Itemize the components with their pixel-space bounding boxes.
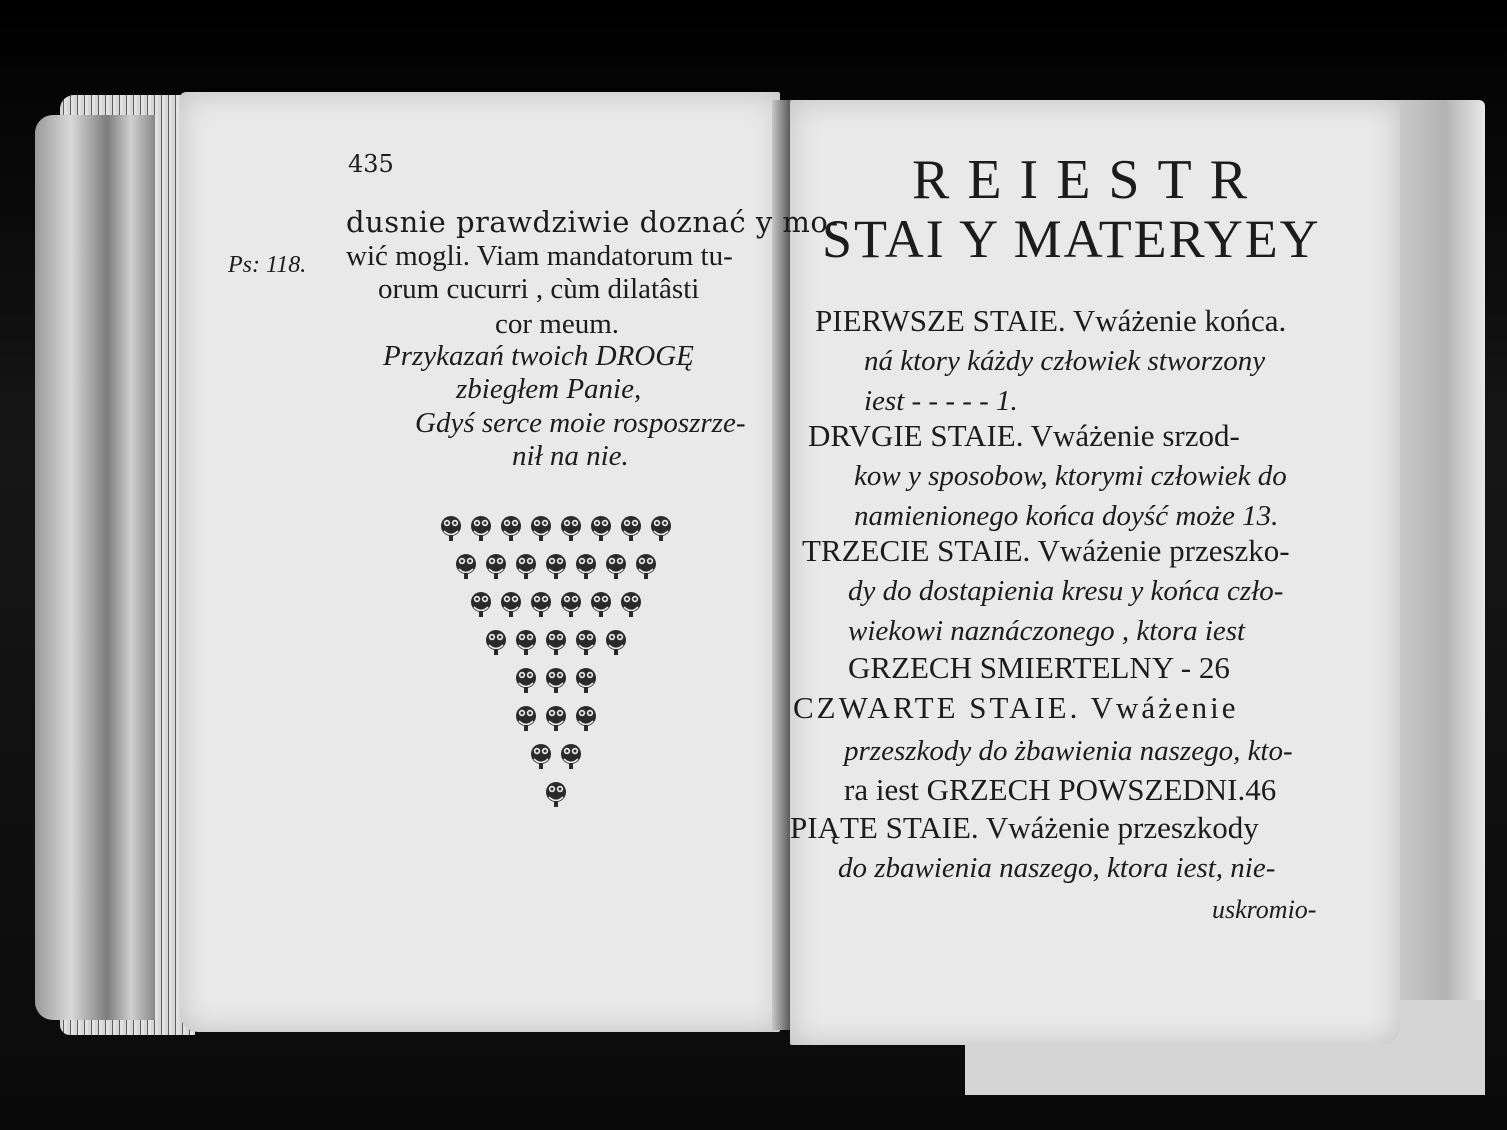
book-spine [35, 115, 155, 1020]
fleuron-ornament [501, 592, 521, 617]
fleuron-ornament [576, 706, 596, 731]
fleuron-ornament [486, 554, 506, 579]
register-entry-line: CZWARTE STAIE. Vwáżenie [793, 690, 1239, 725]
fleuron-ornament [621, 592, 641, 617]
register-entry-line: PIĄTE STAIE. Vwáżenie przeszkody [790, 810, 1259, 845]
fleuron-ornament [471, 516, 491, 541]
text-line: dusnie prawdziwie doznać y mo- [346, 205, 839, 239]
text-line: Gdyś serce moie rosposzrze- [415, 407, 746, 439]
register-entry-line: TRZECIE STAIE. Vwáżenie przeszko- [802, 533, 1290, 568]
register-entry-line: ná ktory káżdy człowiek stworzony [864, 345, 1266, 377]
register-entry-line: GRZECH SMIERTELNY - 26 [848, 650, 1230, 685]
register-entry-line: przeszkody do żbawienia naszego, kto- [844, 735, 1293, 767]
fleuron-ornament [606, 554, 626, 579]
fleuron-ornament [546, 706, 566, 731]
fleuron-ornament [576, 668, 596, 693]
fleuron-ornament [516, 706, 536, 731]
fleuron-ornament [516, 554, 536, 579]
register-entry-line: do zbawienia naszego, ktora iest, nie- [838, 852, 1276, 884]
text-line: orum cucurri , cùm dilatâsti [378, 273, 700, 305]
fleuron-ornament [441, 516, 461, 541]
text-line: Przykazań twoich DROGĘ [383, 340, 694, 372]
fleuron-ornament [591, 516, 611, 541]
fleuron-ornament [516, 630, 536, 655]
register-entry-line: wiekowi naznáczonego , ktora iest [848, 615, 1246, 647]
text-line: wić mogli. Viam mandatorum tu- [346, 240, 733, 272]
fleuron-ornament [471, 592, 491, 617]
book-cover-right [1385, 100, 1485, 1095]
text-line: nił na nie. [512, 440, 629, 472]
text-line: cor meum. [495, 308, 620, 340]
fleuron-ornament [531, 516, 551, 541]
register-title: REIESTR [912, 149, 1266, 211]
fleuron-ornament [501, 516, 521, 541]
fleuron-ornament [546, 630, 566, 655]
fleuron-ornament [576, 630, 596, 655]
fleuron-ornament [546, 782, 566, 807]
fleuron-ornament [576, 554, 596, 579]
triangle-ornament [436, 510, 676, 830]
fleuron-ornament [486, 630, 506, 655]
fleuron-ornament [531, 744, 551, 769]
fleuron-ornament [636, 554, 656, 579]
register-entry-line: DRVGIE STAIE. Vwáżenie srzod- [808, 418, 1240, 453]
fleuron-ornament [561, 744, 581, 769]
register-entry-line: namienionego końca doyść może 13. [854, 500, 1279, 532]
fleuron-ornament [621, 516, 641, 541]
page-number: 435 [348, 150, 394, 178]
register-entry-line: ra iest GRZECH POWSZEDNI.46 [844, 772, 1277, 807]
fleuron-ornament [516, 668, 536, 693]
fleuron-ornament [546, 668, 566, 693]
fleuron-ornament [561, 516, 581, 541]
fleuron-ornament [606, 630, 626, 655]
register-subtitle: STAI Y MATERYEY [822, 209, 1321, 269]
register-entry-line: PIERWSZE STAIE. Vwáżenie końca. [815, 303, 1287, 338]
fleuron-ornament [531, 592, 551, 617]
catchword: uskromio- [1212, 895, 1317, 924]
fleuron-ornament [546, 554, 566, 579]
text-line: zbiegłem Panie, [456, 373, 642, 405]
fleuron-ornament [561, 592, 581, 617]
register-entry-line: kow y sposobow, ktorymi człowiek do [854, 460, 1287, 492]
fleuron-ornament [591, 592, 611, 617]
fleuron-ornament [651, 516, 671, 541]
register-entry-line: iest - - - - - 1. [864, 385, 1018, 417]
register-entry-line: dy do dostapienia kresu y końca czło- [848, 575, 1284, 607]
fleuron-ornament [456, 554, 476, 579]
margin-note: Ps: 118. [228, 252, 307, 278]
